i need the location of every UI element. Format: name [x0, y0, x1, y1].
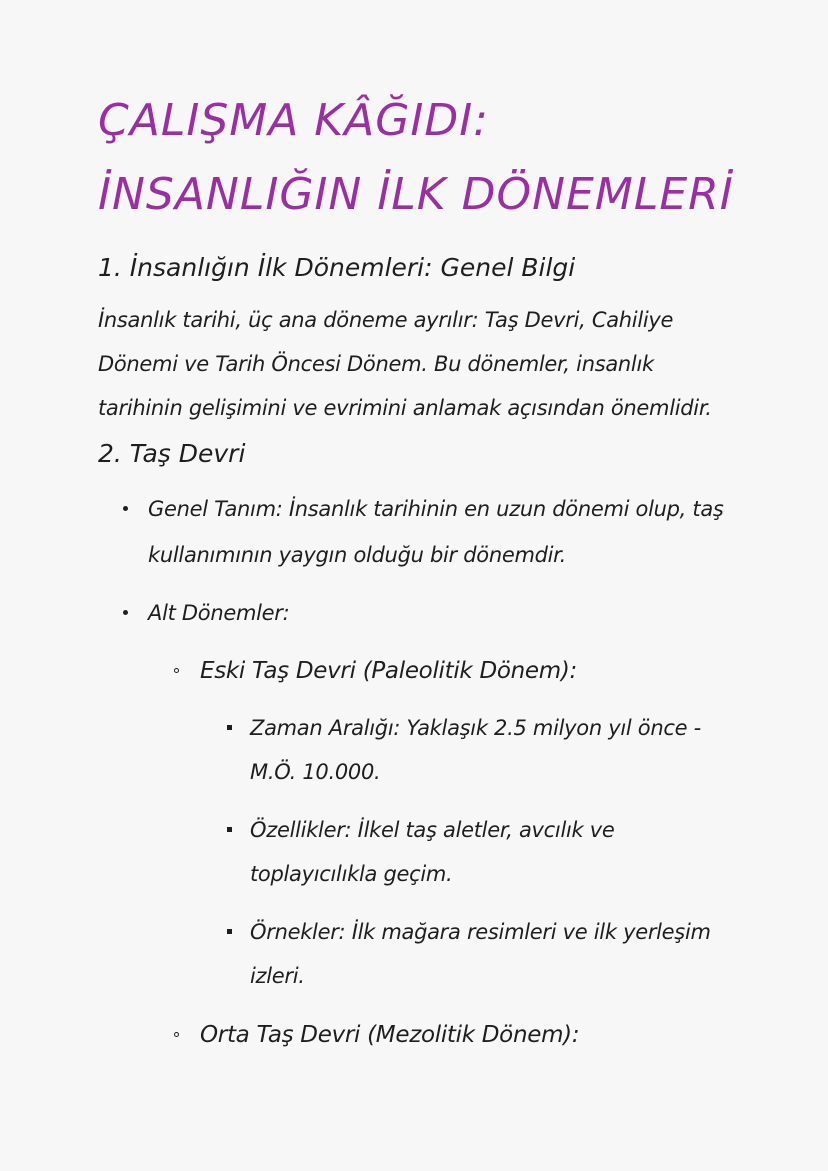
circle-bullet-icon [174, 668, 179, 673]
examples-text: Örnekler: İlk mağara resimleri ve ilk yerleşim izleri. [250, 920, 711, 988]
circle-bullet-icon [174, 1032, 179, 1037]
square-bullet-icon [227, 929, 232, 934]
square-bullet-icon [227, 725, 232, 730]
sub-periods-list [150, 648, 738, 1058]
list-item-examples [200, 910, 738, 998]
list-item-features [200, 808, 738, 896]
list-item-general-definition [98, 486, 738, 578]
bullet-dot-icon [123, 610, 128, 615]
section-2-heading: 2. Taş Devri [98, 439, 246, 468]
stone-age-list [98, 486, 738, 1058]
general-definition-text: Genel Tanım: İnsanlık tarihinin en uzun dönemi olup, taş kullanımının yaygın olduğu bir dönemdir. [148, 497, 724, 567]
paleolithic-label: Eski Taş Devri (Paleolitik Dönem): [200, 658, 577, 684]
sub-periods-label: Alt Dönemler: [148, 601, 290, 625]
list-item-mesolithic [150, 1012, 738, 1058]
list-item-sub-periods [98, 590, 738, 1058]
page-title: ÇALIŞMA KÂĞIDI: İNSANLIĞIN İLK DÖNEMLERİ [98, 95, 734, 220]
section-1-paragraph: İnsanlık tarihi, üç ana döneme ayrılır: Taş Devri, Cahiliye Dönemi ve Tarih Öncesi Dönem. Bu dönemler, insanlık tarihinin gelişimini ve evrimini anlamak açısından önemlidir. [98, 308, 712, 420]
bullet-dot-icon [123, 506, 128, 511]
list-item-time-range [200, 706, 738, 794]
list-item-paleolithic [150, 648, 738, 998]
paleolithic-details-list [200, 706, 738, 998]
square-bullet-icon [227, 827, 232, 832]
section-1-heading: 1. İnsanlığın İlk Dönemleri: Genel Bilgi [98, 253, 576, 282]
time-range-text: Zaman Aralığı: Yaklaşık 2.5 milyon yıl önce - M.Ö. 10.000. [250, 716, 701, 784]
features-text: Özellikler: İlkel taş aletler, avcılık ve toplayıcılıkla geçim. [250, 818, 615, 886]
mesolithic-label: Orta Taş Devri (Mezolitik Dönem): [200, 1022, 580, 1048]
